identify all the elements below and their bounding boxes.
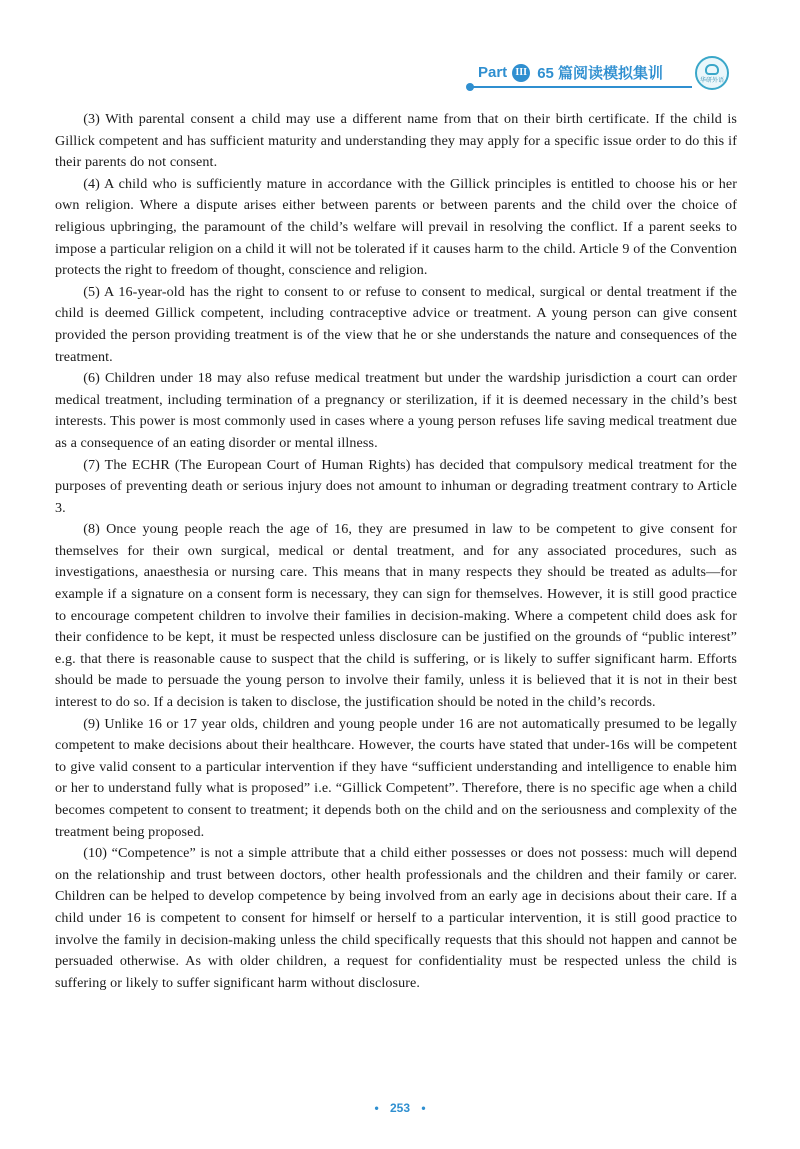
header-title — [478, 62, 663, 83]
header-rule — [470, 86, 692, 88]
part-label: Part — [478, 64, 508, 81]
section-title: 65 篇阅读模拟集训 — [537, 65, 664, 82]
logo-mascot-icon — [705, 64, 719, 75]
paragraph-6: (6) Children under 18 may also refuse medical treatment but under the wardship jurisdiction a court can order medical treatment, including termination of a pregnancy or sterilization, if it is deemed necessary in the child’s best interests. This power is most commonly used in cases where a young person refuses life saving medical treatment due as a consequence of an eating disorder or mental illness. — [55, 370, 737, 451]
page-footer — [0, 1101, 800, 1115]
paragraph-8: (8) Once young people reach the age of 16, they are presumed in law to be competent to give consent for themselves for their own surgical, medical or dental treatment, and for any associated procedures, such as investigations, anaesthesia or nursing care. This means that in many respects they should be treated as adults—for example if a signature on a consent form is necessary, they can sign for themselves. However, it is still good practice to encourage competent children to involve their families in decision-making. Where a competent child does ask for their confidence to be kept, it must be respected unless disclosure can be justified on the grounds of “public interest” e.g. that there is reasonable cause to suspect that the child is suffering, or is likely to suffer significant harm. Efforts should be made to persuade the young person to involve their family, unless it is believed that it is not in their best interest to do so. If a decision is taken to disclose, the justification should be noted in the child’s records. — [55, 521, 737, 711]
paragraph-3: (3) With parental consent a child may use a different name from that on their birth certificate. If the child is Gillick competent and has sufficient maturity and understanding they may apply for a specific issue order to do this if their parents do not consent. — [55, 111, 737, 171]
part-number-badge: III — [512, 64, 530, 82]
footer-dot-right: • — [421, 1101, 426, 1115]
paragraph-7: (7) The ECHR (The European Court of Human Rights) has decided that compulsory medical treatment for the purposes of preventing death or serious injury does not amount to inhuman or degrading treatment contrary to Article 3. — [55, 456, 737, 516]
running-header — [470, 56, 800, 96]
paragraph-4: (4) A child who is sufficiently mature in accordance with the Gillick principles is entitled to choose his or her own religion. Where a dispute arises either between parents or between parents and the child over the choice of religious upbringing, the paramount of the child’s welfare will prevail in resolving the conflict. If a parent seeks to impose a particular religion on a child it will not be tolerated if it causes harm to the child. Article 9 of the Convention protects the right to freedom of thought, conscience and religion. — [55, 175, 737, 279]
paragraph-9: (9) Unlike 16 or 17 year olds, children and young people under 16 are not automatically presumed to be legally competent to make decisions about their healthcare. However, the courts have stated that under-16s will be competent to give valid consent to a particular intervention if they have “sufficient understanding and intelligence to enable him or her to understand fully what is proposed” i.e. “Gillick Competent”. Therefore, there is no specific age when a child becomes competent to consent to treatment; it depends both on the child and on the seriousness and complexity of the treatment being proposed. — [55, 715, 737, 840]
paragraph-5: (5) A 16-year-old has the right to consent to or refuse to consent to medical, surgical or dental treatment if the child is deemed Gillick competent, including contraceptive advice or treatment. A young person can give consent provided the person providing treatment is of the view that he or she understands the nature and consequences of the treatment. — [55, 283, 737, 365]
paragraph-10: (10) “Competence” is not a simple attribute that a child either possesses or does not possess: much will depend on the relationship and trust between doctors, other health professionals and the children and their family or carer. Children can be helped to develop competence by being involved from an early age in decisions about their care. If a child under 16 is competent to consent for himself or herself to a particular intervention, it is still good practice to involve the family in decision-making unless the child specifically requests that this should not happen and cannot be persuaded otherwise. As with older children, a request for confidentiality must be respected unless the child is suffering or likely to suffer significant harm without disclosure. — [55, 845, 737, 991]
article-body — [55, 109, 737, 994]
page-number: 253 — [389, 1101, 411, 1115]
footer-dot-left: • — [374, 1101, 379, 1115]
publisher-logo-icon — [695, 56, 729, 90]
logo-text: 华研外语 — [699, 78, 724, 84]
